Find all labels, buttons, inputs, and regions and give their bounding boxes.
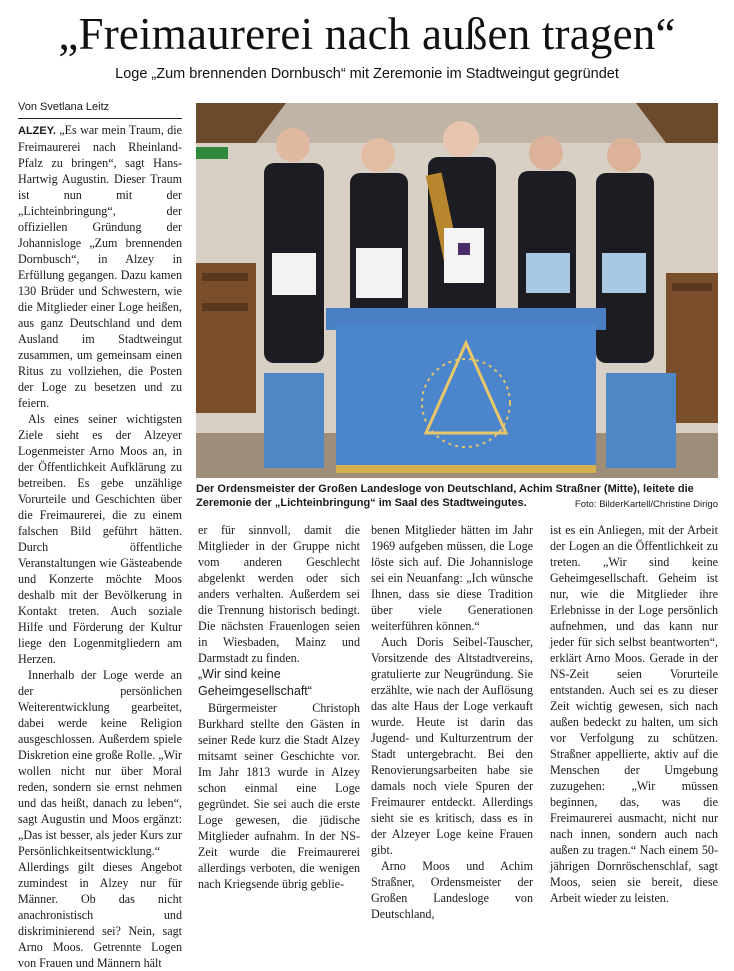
article-column-1 bbox=[18, 122, 182, 970]
photo-credit: Foto: BilderKartell/Christine Dirigo bbox=[574, 499, 718, 510]
paragraph: benen Mitglieder hätten im Jahr 1969 aufgeben müssen, die Loge löste sich auf. Die Johannisloge sei ein Neuanfang: „Ich wünsche Ihnen, dass sie diese Tradition über viele Generationen weiterführen können.“ bbox=[371, 523, 533, 633]
headline: „Freimaurerei nach außen tragen“ bbox=[58, 9, 676, 59]
paragraph: „Es war mein Traum, die Freimaurerei nach Rheinland-Pfalz zu bringen“, sagt Hans-Hartwig Augustin. Dieser Traum ist nun mit der „Lichteinbringung“, der offiziellen Gründung der Johannisloge „Zum brennenden Dornbusch“, in Alzey in Erfüllung gegangen. Dazu kamen 130 Brüder und Schwestern, wie die Mitglieder einer Loge heißen, aus ganz Deutschland und dem Ausland im Stadtweingut zusammen, um gemeinsam einen Ritus zu vollziehen, die Posten der Loge zu besetzen und zu feiern. bbox=[18, 123, 182, 410]
paragraph: Bürgermeister Christoph Burkhard stellte den Gästen in seiner Rede kurz die Stadt Alzey mitsamt seiner Geschichte vor. Im Jahr 1813 wurde in Alzey schon einmal eine Loge gegründet. Sie sei auch die erste Loge gewesen, die jüdische Mitglieder aufnahm. In der NS-Zeit wurde die Freimaurerei allerdings verboten, die wenigen nach Kriegsende übrig geblie- bbox=[198, 701, 360, 891]
person-1 bbox=[264, 128, 324, 363]
photo-caption bbox=[196, 482, 718, 512]
article-column-3 bbox=[371, 522, 533, 921]
article-column-2 bbox=[198, 522, 360, 892]
paragraph: Auch Doris Seibel-Tauscher, Vorsitzende des Altstadtvereins, gratulierte zur Neugründung. Sie erzählte, wie nach der Auflösung das alte Haus der Loge verkauft wurde. Heute ist darin das Jugend- und Kulturzentrum der Stadt untergebracht. Bei den Renovierungsarbeiten habe sie damals noch viele Spuren der Freimaurer entdeckt. Allerdings sieht sie es kritisch, dass es in der Alzeyer Loge keine Frauen gibt. bbox=[371, 635, 533, 857]
paragraph: Innerhalb der Loge werde an der persönlichen Weiterentwicklung gearbeitet, dabei werde keine Religion ausgeschlossen. Außerdem spiele Diskretion eine große Rolle. „Wir wollen nicht nur über Moral reden, sondern sie ernst nehmen und das heißt, danach zu leben“, sagt Augustin und Moos ergänzt: „Das ist besser, als jeder Kurs zur Persönlichkeitsentwicklung.“ Allerdings gilt dieses Angebot zumindest in Alzey nur für Männer. Ob das nicht anachronistisch und diskriminierend sei? Nein, sagt Arno Moos. Getrennte Logen von Frauen und Männern hält bbox=[18, 668, 182, 970]
caption-text: Der Ordensmeister der Großen Landesloge von Deutschland, Achim Straßner (Mitte), leitete die Zeremonie der „Lichteinbringung“ im Saal des Stadtweingutes. bbox=[196, 483, 694, 509]
paragraph: ist es ein Anliegen, mit der Arbeit der Logen an die Öffentlichkeit zu treten. „Wir sind keine Geheimgesellschaft. Geheim ist nur, wie die Mitglieder ihre Erlebnisse in der Loge persönlich aufnehmen, und das kann nur jeder für sich selbst beantworten“, erklärt Arno Moos. Gerade in der NS-Zeit seien Vorurteile entstanden. Auch sei es zu dieser Zeit wichtig gewesen, sich nach außen bedeckt zu halten, um sich vor Verfolgung zu schützen. Straßner appellierte, aktiv auf die Menschen der Umgebung zuzugehen: „Wir müssen beginnen, das, was die Freimaurerei ausmacht, nicht nur nach innen, sondern auch nach außen zu tragen.“ Nach einem 50-jährigen Dornröschenschlaf, sagt Moos, seien sie bereit, diese Arbeit wieder zu leisten. bbox=[550, 523, 718, 905]
byline: Von Svetlana Leitz bbox=[18, 100, 182, 119]
subheadline: Loge „Zum brennenden Dornbusch“ mit Zeremonie im Stadtweingut gegründet bbox=[115, 66, 619, 82]
paragraph: Als eines seiner wichtigsten Ziele sieht es der Alzeyer Logenmeister Arno Moos an, in der Öffentlichkeit Aufklärung zu betreiben. Es gebe unzählige Vorurteile und Geschichten über die Freimaurerei, die zu einem falschen Bild geführt hätten. Durch öffentliche Veranstaltungen wie Gästeabende und Konzerte möchte Moos deshalb mit der Bevölkerung in Kontakt treten. Auch soziale Hilfe und Förderung der Kultur liege den Logenmitgliedern am Herzen. bbox=[18, 412, 182, 666]
article-photo bbox=[196, 103, 718, 478]
paragraph: er für sinnvoll, damit die Mitglieder in der Gruppe nicht vom anderen Geschlecht abgelenkt werden oder sich anders verhalten. Außerdem sei die Trennung historisch bedingt. Die nächsten Frauenlogen seien in Wiesbaden, Mainz und Darmstadt zu finden. bbox=[198, 523, 360, 665]
ceremony-photo bbox=[196, 103, 718, 478]
dateline: ALZEY. bbox=[18, 125, 56, 137]
paragraph: Arno Moos und Achim Straßner, Ordensmeister der Großen Landesloge von Deutschland, bbox=[371, 859, 533, 921]
article-column-4 bbox=[550, 522, 718, 905]
subtitle: „Wir sind keine Geheimgesellschaft“ bbox=[198, 667, 312, 698]
